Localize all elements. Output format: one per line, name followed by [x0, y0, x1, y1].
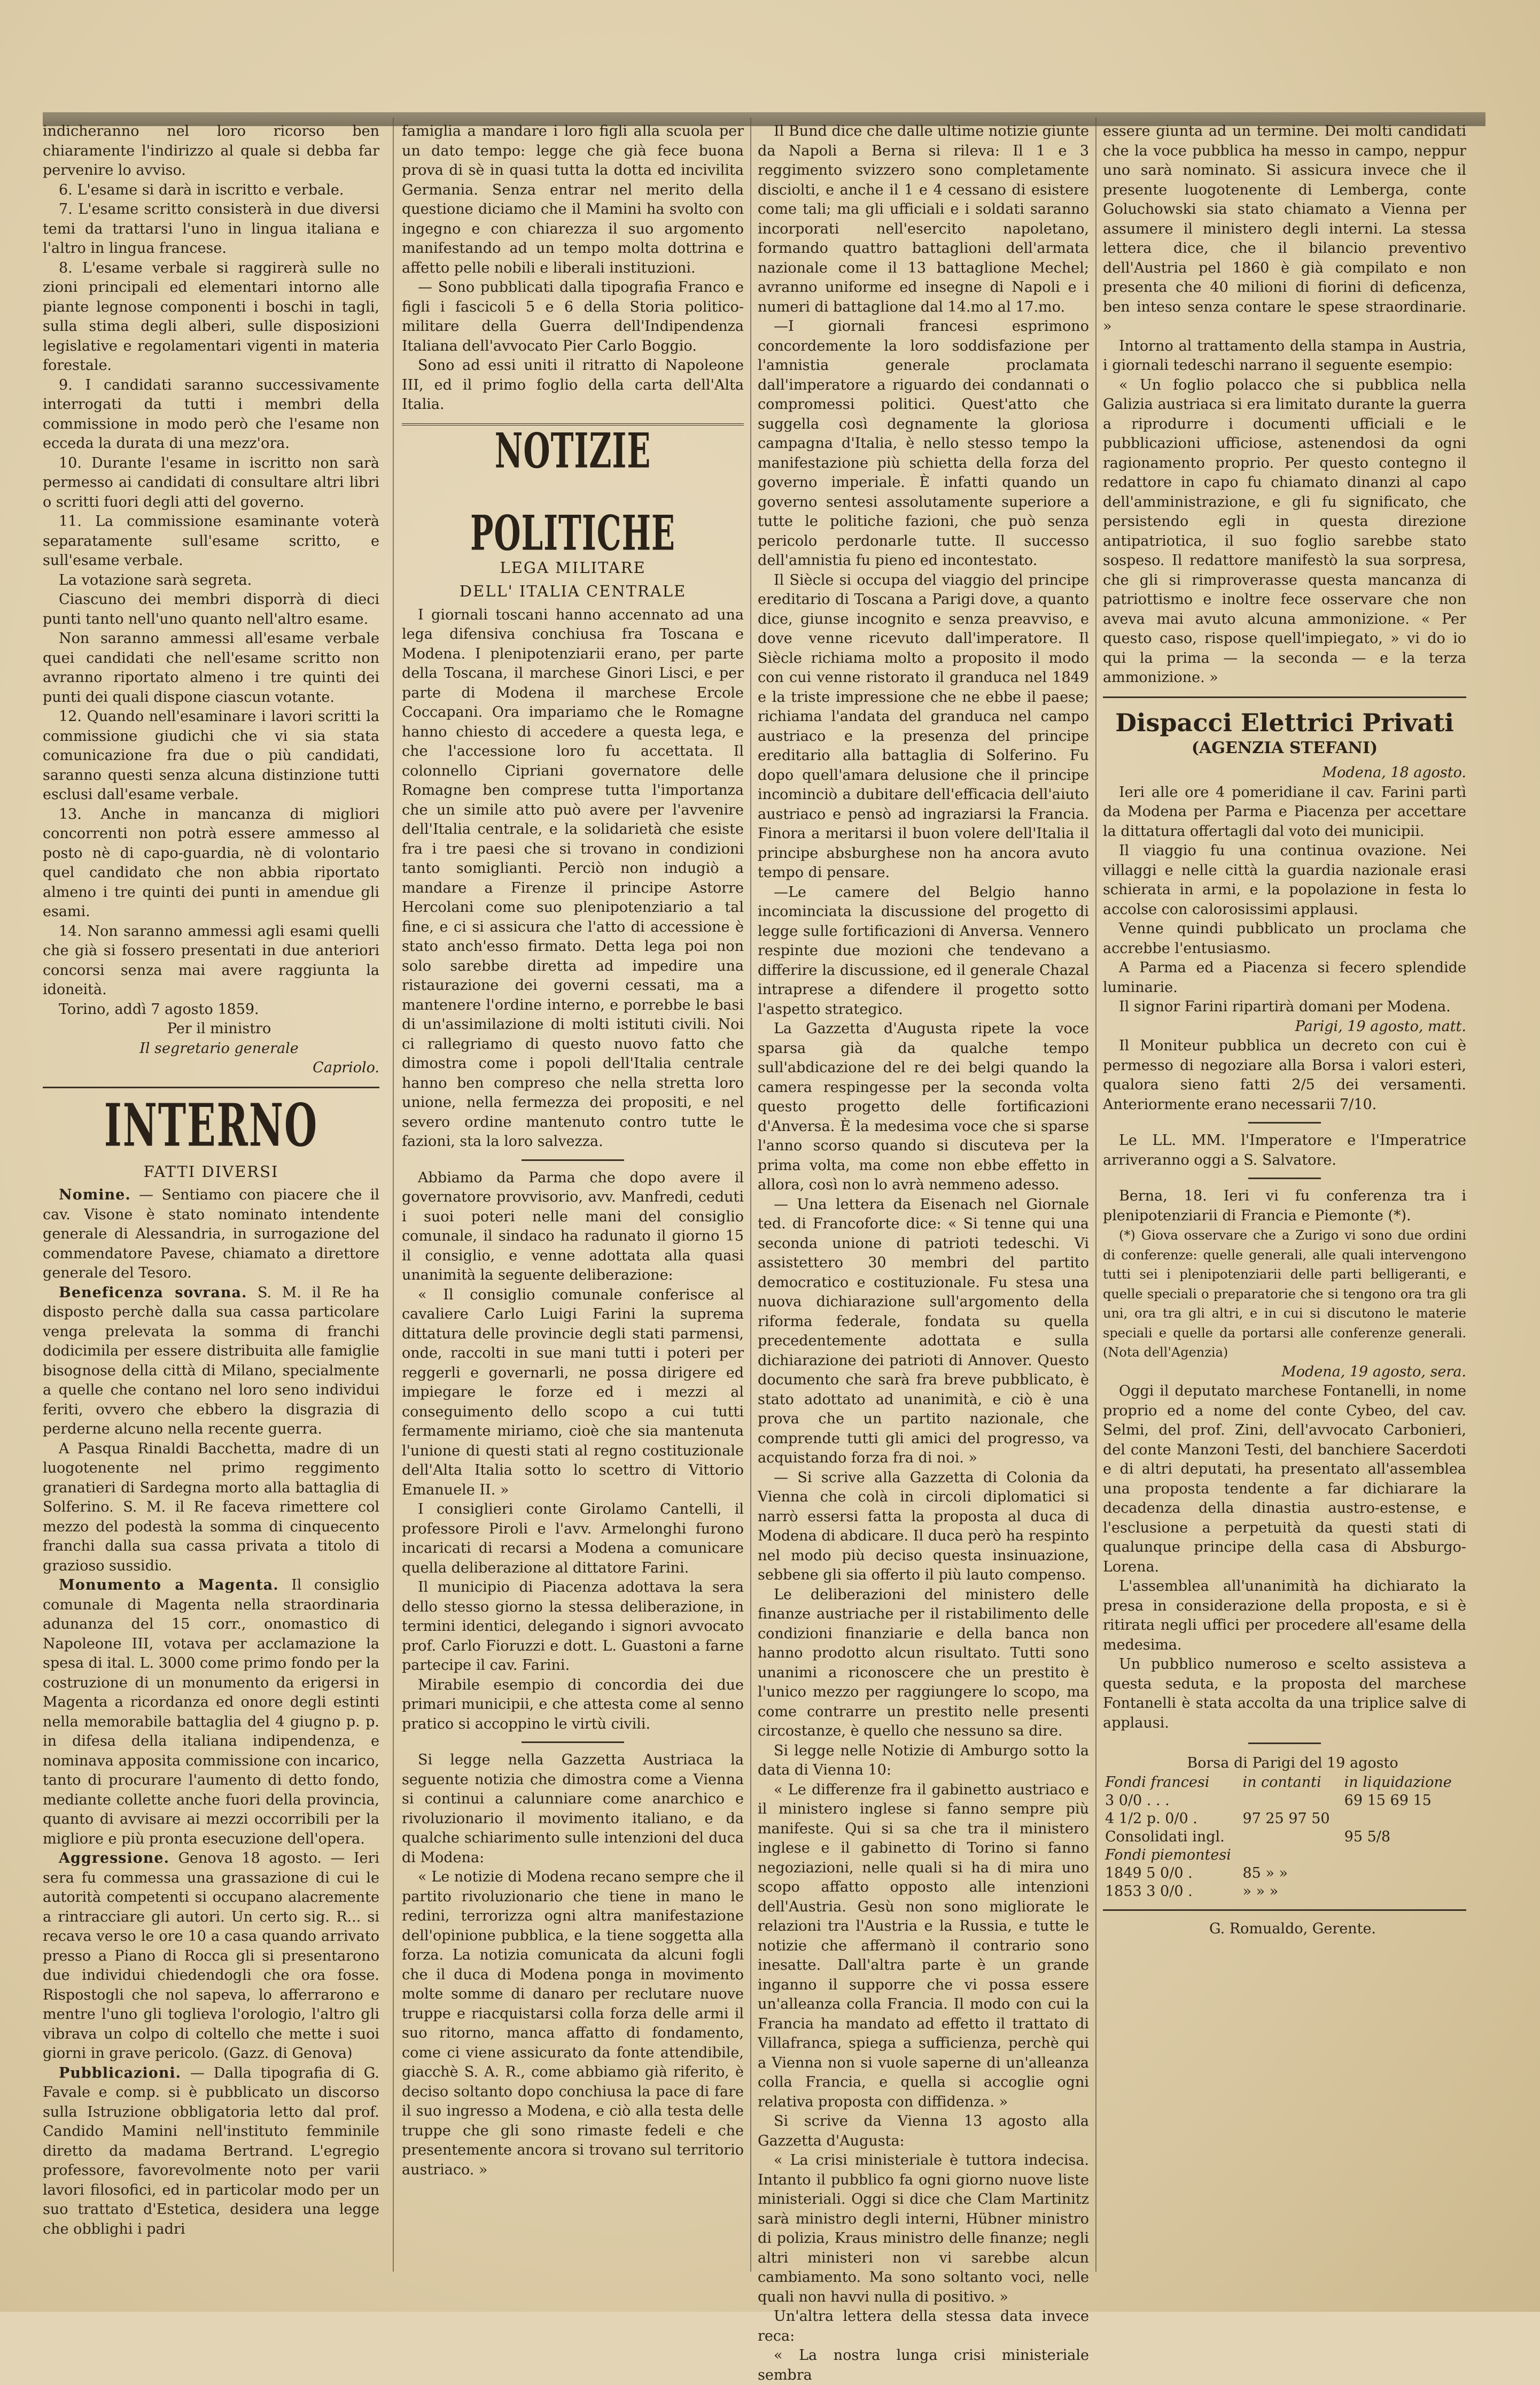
paragraph: —Le camere del Belgio hanno incominciata la discussione del progetto di legge sulle fortificazioni di Anversa. Vennero respinte due mozioni che tendevano a differire la discussione, ed il generale Chazal intraprese a difendere il progetto sotto l'aspetto strategico.	[758, 884, 1089, 1018]
item-lead: Pubblicazioni.	[59, 2064, 182, 2081]
table-cell: » » »	[1242, 1883, 1279, 1900]
dateline: Modena, 19 agosto, sera.	[1281, 1363, 1466, 1380]
separator	[522, 1741, 624, 1743]
paragraph: La Gazzetta d'Augusta ripete la voce sparsa già da qualche tempo sull'abdicazione del re dei belgi quando la camera respingesse per la seconda volta questo progetto delle fortificazioni d'Anversa. È la medesima voce che si sparse l'anno scorso quando si discuteva per la prima volta, ma come non ebbe effetto in allora, così non lo avrà nemmeno adesso.	[758, 1020, 1089, 1193]
paragraph: Il Moniteur pubblica un decreto con cui è permesso di negoziare alla Borsa i valori esteri, qualora sieno fatti 2/5 dei versamenti. Anteriormente erano necessarii 7/10.	[1103, 1037, 1466, 1113]
paragraph: 13. Anche in mancanza di migliori concorrenti non potrà essere ammesso al posto nè di capo-guardia, nè di volontario quel candidato che non abbia riportato almeno i tre quinti dei punti in amendue gli esami.	[43, 806, 379, 920]
paragraph: Il signor Farini ripartirà domani per Modena.	[1119, 998, 1451, 1015]
paragraph: Un pubblico numeroso e scelto assisteva a questa seduta, e la proposta del marchese Fontanelli è stata accolta da una triplice salve di applausi.	[1103, 1656, 1466, 1731]
table-cell	[1240, 1792, 1342, 1810]
table-cell: 69 15 69 15	[1344, 1792, 1432, 1809]
paragraph: Il Bund dice che dalle ultime notizie giunte da Napoli a Berna si rileva: Il 1 e 3 reggimento svizzero sono completamente disciolti, e anche il 1 e 4 cessano di esistere come tali; ma gli ufficiali e i soldati saranno incorporati nell'esercito napoletano, formando quattro battaglioni dell'armata nazionale come il 13 battaglione Mechel; avranno uniforme ed insegne di Napoli e i numeri di battaglione dal 14.mo al 17.mo.	[758, 123, 1090, 315]
table-cell	[1342, 1864, 1466, 1883]
item-text: — Sentiamo con piacere che il cav. Visone è stato nominato intendente generale di Alessandria, in surrogazione del commendatore Pavese, chiamato a direttore generale del Tesoro.	[43, 1187, 379, 1281]
subsection-title: DELL' ITALIA CENTRALE	[459, 582, 687, 600]
item-lead: Nomine.	[59, 1187, 131, 1203]
separator	[1248, 1743, 1321, 1744]
table-cell: Consolidati ingl.	[1105, 1828, 1225, 1845]
paragraph: Ieri alle ore 4 pomeridiane il cav. Farini partì da Modena per Parma e Piacenza per accettare la dittatura offertagli dal voto dei municipii.	[1103, 784, 1466, 840]
paragraph: indicheranno nel loro ricorso ben chiaramente l'indirizzo al quale si debba far pervenire lo avviso.	[43, 123, 379, 179]
paragraph: Le LL. MM. l'Imperatore e l'Imperatrice arriveranno oggi a S. Salvatore.	[1103, 1132, 1466, 1168]
table-cell: in contanti	[1242, 1774, 1321, 1791]
section-title-notizie: NOTIZIE POLITICHE	[470, 423, 675, 562]
column-divider	[750, 118, 751, 2272]
paragraph: Ciascuno dei membri disporrà di dieci punti tanto nell'uno quanto nell'altro esame.	[43, 591, 379, 628]
table-cell: 85 » »	[1242, 1864, 1288, 1881]
table-cell: 95 5/8	[1344, 1828, 1391, 1845]
item-text: — Dalla tipografia di G. Favale e comp. si è pubblicato un discorso sulla Istruzione obbligatoria letto dal prof. Candido Mamini nell'instituto femminile diretto da madama Bertrand. L'egregio professore, favorevolmente noto per varii lavori filosofici, ed in particolar modo per un suo trattato d'Estetica, desidera una legge che obblighi i padri	[43, 2064, 379, 2237]
column-2	[402, 122, 744, 2265]
table-cell: 4 1/2 p. 0/0 .	[1105, 1810, 1197, 1827]
paragraph: Non saranno ammessi all'esame verbale quei candidati che nell'esame scritto non avranno riportato almeno i tre quinti dei punti dei quali dispone ciascun votante.	[43, 630, 379, 706]
subsection-title: FATTI DIVERSI	[143, 1162, 279, 1181]
paragraph: — Sono pubblicati dalla tipografia Franco e figli i fascicoli 5 e 6 della Storia politico-militare della Guerra dell'Indipendenza Italiana dell'avvocato Pier Carlo Boggio.	[402, 279, 744, 354]
table-row	[1103, 1792, 1466, 1810]
paragraph: 11. La commissione esaminante voterà separatamente sull'esame scritto, e sull'esame verbale.	[43, 513, 379, 569]
item-lead: Monumento a Magenta.	[59, 1577, 279, 1593]
signature-line: Per il ministro	[167, 1020, 271, 1037]
paragraph: « Il consiglio comunale conferisce al cavaliere Carlo Luigi Farini la suprema dittatura delle provincie degli stati parmensi, onde, raccolti in sue mani tutti i poteri per reggerli e governarli, ne possa dirigere ed impiegare le forze ed i mezzi al conseguimento dello scopo a cui tutti fermamente miriamo, cioè che sia mantenuta l'unione di questi stati al regno costituzionale dell'Alta Italia sotto lo scettro di Vittorio Emanuele II. »	[402, 1286, 744, 1498]
table-row	[1103, 1774, 1466, 1792]
paragraph: Un'altra lettera della stessa data invece reca:	[758, 2308, 1089, 2344]
paragraph: Si legge nella Gazzetta Austriaca la seguente notizia che dimostra come a Vienna si continui a calunniare come anarchico e rivoluzionario il movimento italiano, e da qualche schiarimento sulle intenzioni del duca di Modena:	[402, 1752, 744, 1866]
borsa-table	[1103, 1774, 1466, 1901]
table-cell: Fondi francesi	[1105, 1774, 1210, 1791]
paragraph: 9. I candidati saranno successivamente interrogati da tutti i membri della commissione in modo però che l'esame non ecceda la durata di una mezz'ora.	[43, 376, 379, 452]
table-row	[1103, 1846, 1466, 1864]
paragraph: I giornali toscani hanno accennato ad una lega difensiva conchiusa fra Toscana e Modena. I plenipotenziarii erano, per parte della Toscana, il marchese Ginori Lisci, e per parte di Modena il marchese Ercole Coccapani. Ora impariamo che le Romagne hanno chiesto di accedere a questa lega, e che l'accessione loro fu accettata. Il colonnello Cipriani governatore delle Romagne ben comprese tutta l'importanza che un simile atto può avere per l'avvenire dell'Italia centrale, e la solidarietà che esiste fra i tre paesi che si trovano in condizioni tanto somiglianti. Perciò non indugiò a mandare a Firenze il principe Astorre Hercolani come suo plenipotenziario a tal fine, e ci si assicura che l'atto di accessione è stato anch'esso firmato. Detta lega poi non solo sarebbe diretta ad impedire una ristaurazione dei governi cessati, ma a mantenere l'ordine interno, e porrebbe le basi di un'assimilazione di molti istituti civili. Noi ci rallegriamo di questo nuovo fatto che dimostra come i popoli dell'Italia centrale hanno ben compreso che nella stretta loro unione, nella fermezza dei propositi, e nel severo ordine mantenuto contro tutte le fazioni, sta la loro salvezza.	[402, 606, 744, 1150]
paragraph: — Si scrive alla Gazzetta di Colonia da Vienna che colà in circoli diplomatici si narrò essersi fatta la proposta al duca di Modena di abdicare. Il duca però ha respinto nel modo più deciso questa insinuazione, sebbene gli sia offerto il più lauto compenso.	[758, 1469, 1089, 1583]
paragraph: 14. Non saranno ammessi agli esami quelli che già si fossero presentati in due anteriori concorsi senza mai avere raggiunta la idoneità.	[43, 923, 379, 998]
paragraph: 8. L'esame verbale si raggirerà sulle no zioni principali ed elementari intorno alle piante legnose componenti i boschi in tagli, sulla stima degli alberi, sulle disposizioni legislative e regolamentari vigenti in materia forestale.	[43, 259, 379, 374]
paragraph: « Un foglio polacco che si pubblica nella Galizia austriaca si era limitato durante la guerra a riprodurre i documenti ufficiali e le pubblicazioni ufficiose, astenendosi da ogni ragionamento proprio. Per questo contegno il redattore in capo fu chiamato dinanzi al capo dell'amministrazione, e gli fu significato, che persistendo egli in questa direzione antipatriotica, il suo foglio sarebbe stato sospeso. Il redattore manifestò la sua sorpresa, che gli si rimproverasse questa mancanza di patriottismo e inoltre fece osservare che non aveva mai avuto alcuna ammonizione. « Per questo caso, rispose quell'impiegato, » vi do io qui la prima — la seconda — e la terza ammonizione. »	[1103, 376, 1466, 686]
section-rule	[1103, 696, 1466, 698]
dateline: Parigi, 19 agosto, matt.	[1295, 1018, 1466, 1035]
column-3	[758, 122, 1090, 2383]
paragraph: Il Siècle si occupa del viaggio del principe ereditario di Toscana a Parigi dove, a quanto dice, giunse incognito e senza preavviso, e dove venne ricevuto dall'imperatore. Il Siècle richiama molto a proposito il modo con cui venne ristorato il granduca nel 1849 e la triste impressione che ne ebbe il paese; richiama l'andata del granduca nel campo austriaco e la presenza del principe ereditario alla battaglia di Solferino. Fu dopo quell'amara delusione che il principe incominciò a dubitare dell'efficacia dell'aiuto austriaco e pensò ad ingraziarsi la Francia. Finora a meritarsi il buon volere dell'Italia il principe absburghese non ha ancora avuto tempo di pensare.	[758, 571, 1089, 881]
item-text: Genova 18 agosto. — Ieri sera fu commessa una grassazione di cui le autorità competenti si occupano alacremente a rintracciare gli autori. Un certo sig. R... si recava verso le ore 10 a casa quando arrivato presso a Piano di Rocca gli si presentarono due individui chiedendogli che ora fosse. Rispostogli che nol sapeva, lo afferrarono e mentre l'uno gli toglieva l'orologio, l'altro gli vibrava un colpo di coltello che mette i suoi giorni in grave pericolo. (Gazz. di Genova)	[43, 1850, 379, 2062]
paragraph: La votazione sarà segreta.	[59, 571, 252, 588]
column-divider	[393, 118, 394, 2272]
item-text: S. M. il Re ha disposto perchè dalla sua cassa particolare venga prelevata la somma di franchi dodicimila per essere distribuita alle famiglie bisognose della città di Milano, specialmente a quelle che contano nel loro seno individui feriti, ovvero che ebbero la disgrazia di perderne alcuno nella recente guerra.	[43, 1284, 379, 1437]
section-title-dispacci: Dispacci Elettrici Privati	[1115, 708, 1454, 737]
paragraph: Si scrive da Vienna 13 agosto alla Gazzetta d'Augusta:	[758, 2113, 1089, 2149]
table-cell	[1342, 1810, 1466, 1828]
table-cell: 1853 3 0/0 .	[1105, 1883, 1193, 1900]
paragraph: famiglia a mandare i loro figli alla scuola per un dato tempo: legge che già fece buona prova di sè in quasi tutta la dotta ed incivilita Germania. Senza entrar nel merito della questione diciamo che il Mamini ha svolto con ingegno e con chiarezza il suo argomento manifestando ad un tempo molta dottrina e affetto pelle nobili e liberali instituzioni.	[402, 123, 744, 276]
paragraph: Le deliberazioni del ministero delle finanze austriache per il ristabilimento delle condizioni finanziarie e della banca non hanno prodotto alcun risultato. Tutti sono unanimi a riconoscere che un prestito è l'unico mezzo per raggiungere lo scopo, ma come contrarre un prestito nelle presenti circostanze, è quello che nessuno sa dire.	[758, 1586, 1089, 1739]
paragraph: A Pasqua Rinaldi Bacchetta, madre di un luogotenente nel primo reggimento granatieri di Sardegna morto alla battaglia di Solferino. S. M. il Re faceva rimettere col mezzo del podestà la somma di cinquecento franchi dalla sua cassa privata a titolo di grazioso sussidio.	[43, 1440, 379, 1574]
table-cell: 1849 5 0/0 .	[1105, 1864, 1193, 1881]
item-lead: Beneficenza sovrana.	[59, 1284, 247, 1301]
table-cell: Fondi piemontesi	[1105, 1846, 1231, 1863]
paragraph: 12. Quando nell'esaminare i lavori scritti la commissione giudichi che vi sia stata comunicazione fra due o più candidati, saranno questi senza alcuna distinzione tutti esclusi dall'esame verbale.	[43, 708, 379, 803]
column-1	[43, 122, 379, 2265]
column-divider	[1095, 118, 1096, 2272]
paragraph: 7. L'esame scritto consisterà in due diversi temi da trattarsi l'uno in lingua italiana e l'altro in lingua francese.	[43, 201, 379, 257]
paragraph: Intorno al trattamento della stampa in Austria, i giornali tedeschi narrano il seguente esempio:	[1103, 337, 1466, 374]
paragraph: Il municipio di Piacenza adottava la sera dello stesso giorno la stessa deliberazione, in termini identici, delegando i signori avvocato prof. Carlo Fioruzzi e dott. L. Guastoni a farne partecipe il cav. Farini.	[402, 1579, 744, 1674]
paragraph: — Una lettera da Eisenach nel Giornale ted. di Francoforte dice: « Si tenne qui una seconda unione di patrioti tedeschi. Vi assistettero 30 membri del partito democratico e costituzionale. Fu stesa una nuova dichiarazione sull'argomento della riforma federale, fondata su quella precedentemente adottata e sulla dichiarazione dei patrioti di Annover. Questo documento che sarà fra breve pubblicato, è stato adottato ad unanimità, e ciò è una prova che un partito nazionale, che comprende tutti gli amici del progresso, va acquistando forza fra di noi. »	[758, 1196, 1089, 1466]
agency-name: (AGENZIA STEFANI)	[1191, 738, 1378, 757]
separator	[1248, 1122, 1321, 1124]
paragraph: Berna, 18. Ieri vi fu conferenza tra i plenipotenziarii di Francia e Piemonte (*).	[1103, 1188, 1466, 1224]
item-text: Il consiglio comunale di Magenta nella straordinaria adunanza del 15 corr., onomastico di Napoleone III, votava per acclamazione la spesa di ital. L. 3000 come primo fondo per la costruzione di un monumento da erigersi in Magenta a ricordanza ed onore degli estinti nella memorabile battaglia del 4 giugno p. p. in difesa della italiana indipendenza, e nominava apposita commissione con incarico, tanto di procurare l'aumento di detto fondo, mediante collette anche fuori della provincia, quanto di avvisare ai mezzi occorribili per la migliore e più pronta esecuzione dell'opera.	[43, 1577, 379, 1847]
paragraph: Abbiamo da Parma che dopo avere il governatore provvisorio, avv. Manfredi, ceduti i suoi poteri nelle mani del consiglio comunale, il sindaco ha radunato il giorno 15 il consiglio, e venne adottata alla quasi unanimità la seguente deliberazione:	[402, 1169, 744, 1283]
table-cell: in liquidazione	[1344, 1774, 1452, 1791]
paragraph: I consiglieri conte Girolamo Cantelli, il professore Piroli e l'avv. Armelonghi furono incaricati di recarsi a Modena a comunicare quella deliberazione al dittatore Farini.	[402, 1501, 744, 1576]
footnote: (*) Giova osservare che a Zurigo vi sono due ordini di conferenze: quelle generali, alle quali intervengono tutti sei i plenipotenziarii delle parti belligeranti, e quelle speciali o preparatorie che si tengono ora tra gli uni, ora tra gli altri, e in cui si discutono le materie speciali e quelle da portarsi alle conferenze generali. (Nota dell'Agenzia)	[1103, 1228, 1466, 1360]
paragraph: Il viaggio fu una continua ovazione. Nei villaggi e nelle città la guardia nazionale erasi schierata in armi, e la popolazione in festa lo accolse con calorosissimi applausi.	[1103, 842, 1466, 918]
separator	[1248, 1178, 1321, 1179]
paragraph: Torino, addì 7 agosto 1859.	[59, 1001, 259, 1018]
signature-name: Capriolo.	[313, 1059, 379, 1076]
paragraph: Venne quindi pubblicato un proclama che accrebbe l'entusiasmo.	[1103, 920, 1466, 957]
paragraph: « Le differenze fra il gabinetto austriaco e il ministero inglese si fanno sempre più manifeste. Qui si sa che tra il ministero inglese e il gabinetto di Torino si fanno negoziazioni, nelle quali si ha di mira uno scopo affatto opposto alle intenzioni dell'Austria. Gesù non sono migliorate le relazioni tra l'Austria e la Russia, e tutte le notizie che affermanò il contrario sono inesatte. Dall'altra parte è un grande inganno il supporre che vi possa essere un'alleanza colla Francia. Il modo con cui la Francia ha mandato ad effetto il trattato di Villafranca, spiega a sufficienza, perchè qui a Vienna non si vuole saperne di un'alleanza colla Francia, e quella si accoglie ogni relativa proposta con diffidenza. »	[758, 1781, 1089, 2110]
section-title-interno: INTERNO	[104, 1091, 318, 1160]
borsa-title: Borsa di Parigi del 19 agosto	[1187, 1755, 1398, 1771]
table-row	[1103, 1864, 1466, 1883]
paragraph: A Parma ed a Piacenza si fecero splendide luminarie.	[1103, 959, 1466, 996]
table-row	[1103, 1883, 1466, 1901]
dateline: Modena, 18 agosto.	[1322, 764, 1466, 781]
table-cell: 97 25 97 50	[1242, 1810, 1330, 1827]
table-row	[1103, 1828, 1466, 1846]
paragraph: Sono ad essi uniti il ritratto di Napoleone III, ed il primo foglio della carta dell'Alta Italia.	[402, 357, 744, 413]
column-4	[1103, 122, 1466, 2265]
gerente-signature: G. Romualdo, Gerente.	[1209, 1920, 1376, 1937]
signature-line: Il segretario generale	[139, 1040, 299, 1057]
paragraph: « Le notizie di Modena recano sempre che il partito rivoluzionario che tiene in mano le redini, terrorizza ogni altra manifestazione dell'opinione pubblica, e la tiene soggetta alla forza. La notizia comunicata da alcuni fogli che il duca di Modena ponga in movimento molte somme di danaro per reclutare nuove truppe e riacquistarsi colla forza delle armi il suo ritorno, manca affatto di fondamento, come ci viene assicurato da fonte attendibile, giacchè S. A. R., come abbiamo già riferito, è deciso soltanto dopo conchiusa la pace di fare il suo ingresso a Modena, e ciò alla testa delle truppe che gli sono rimaste fedeli e che presentemente ancora si trovano sul territorio austriaco. »	[402, 1869, 744, 2178]
paragraph: Mirabile esempio di concordia dei due primari municipii, e che attesta come al senno pratico si accoppino le virtù civili.	[402, 1676, 744, 1732]
paragraph: L'assemblea all'unanimità ha dichiarato la presa in considerazione della proposta, e si è ritirata negli uffici per procedere all'esame della medesima.	[1103, 1578, 1466, 1653]
paragraph: 6. L'esame si darà in iscritto e verbale.	[59, 181, 344, 198]
table-cell	[1240, 1828, 1342, 1846]
table-row	[1103, 1810, 1466, 1828]
paragraph: Si legge nelle Notizie di Amburgo sotto la data di Vienna 10:	[758, 1742, 1089, 1778]
table-cell	[1342, 1883, 1466, 1901]
section-rule	[1103, 1909, 1466, 1911]
separator	[522, 1159, 624, 1161]
paragraph: essere giunta ad un termine. Dei molti candidati che la voce pubblica ha messo in campo, neppur uno sarà nominato. Si assicura invece che il presente luogotenente di Lemberga, conte Goluchowski sia stato chiamato a Vienna per assumere il ministero degli interni. La stessa lettera dice, che il bilancio preventivo dell'Austria pel 1860 è già compilato e non presenta che 40 milioni di fiorini di deficenza, ben inteso senza contare le spese straordinarie. »	[1103, 123, 1466, 335]
paragraph: 10. Durante l'esame in iscritto non sarà permesso ai candidati di consultare altri libri o scritti fuori degli atti del governo.	[43, 454, 379, 510]
item-lead: Aggressione.	[59, 1850, 169, 1867]
paragraph: « La nostra lunga crisi ministeriale sembra	[758, 2347, 1089, 2383]
paragraph: Oggi il deputato marchese Fontanelli, in nome proprio ed a nome del conte Cybeo, del cav. Selmi, del prof. Zini, dell'avvocato Carbonieri, del conte Manzoni Testi, del banchiere Sacerdoti e di altri deputati, ha presentato all'assemblea una proposta tendente a far dichiarare la decadenza della dinastia austro-estense, e l'esclusione a perpetuità da questi stati di qualunque principe della casa di Absburgo-Lorena.	[1103, 1383, 1466, 1575]
paragraph: —I giornali francesi esprimono concordemente la loro soddisfazione per l'amnistia generale proclamata dall'imperatore a riguardo dei condannati o compromessi politici. Quest'atto che suggella così degnamente la gloriosa campagna d'Italia, è nello stesso tempo la manifestazione più schietta della forza del governo imperiale. È infatti quando un governo sentesi assolutamente superiore a tutte le politiche fazioni, che può senza pericolo perdonarle tutte. Il successo dell'amnistia fu pieno ed incontestato.	[758, 318, 1089, 569]
subsection-title: LEGA MILITARE	[500, 558, 646, 577]
table-cell: 3 0/0 . . .	[1105, 1792, 1170, 1809]
paragraph: « La crisi ministeriale è tuttora indecisa. Intanto il pubblico fa ogni giorno nuove liste ministeriali. Oggi si dice che Clam Martinitz sarà ministro degli interni, Hübner ministro di polizia, Kraus ministro delle finanze; negli altri ministeri non vi sarebbe alcun cambiamento. Ma sono soltanto voci, nelle quali non havvi nulla di positivo. »	[758, 2152, 1089, 2305]
